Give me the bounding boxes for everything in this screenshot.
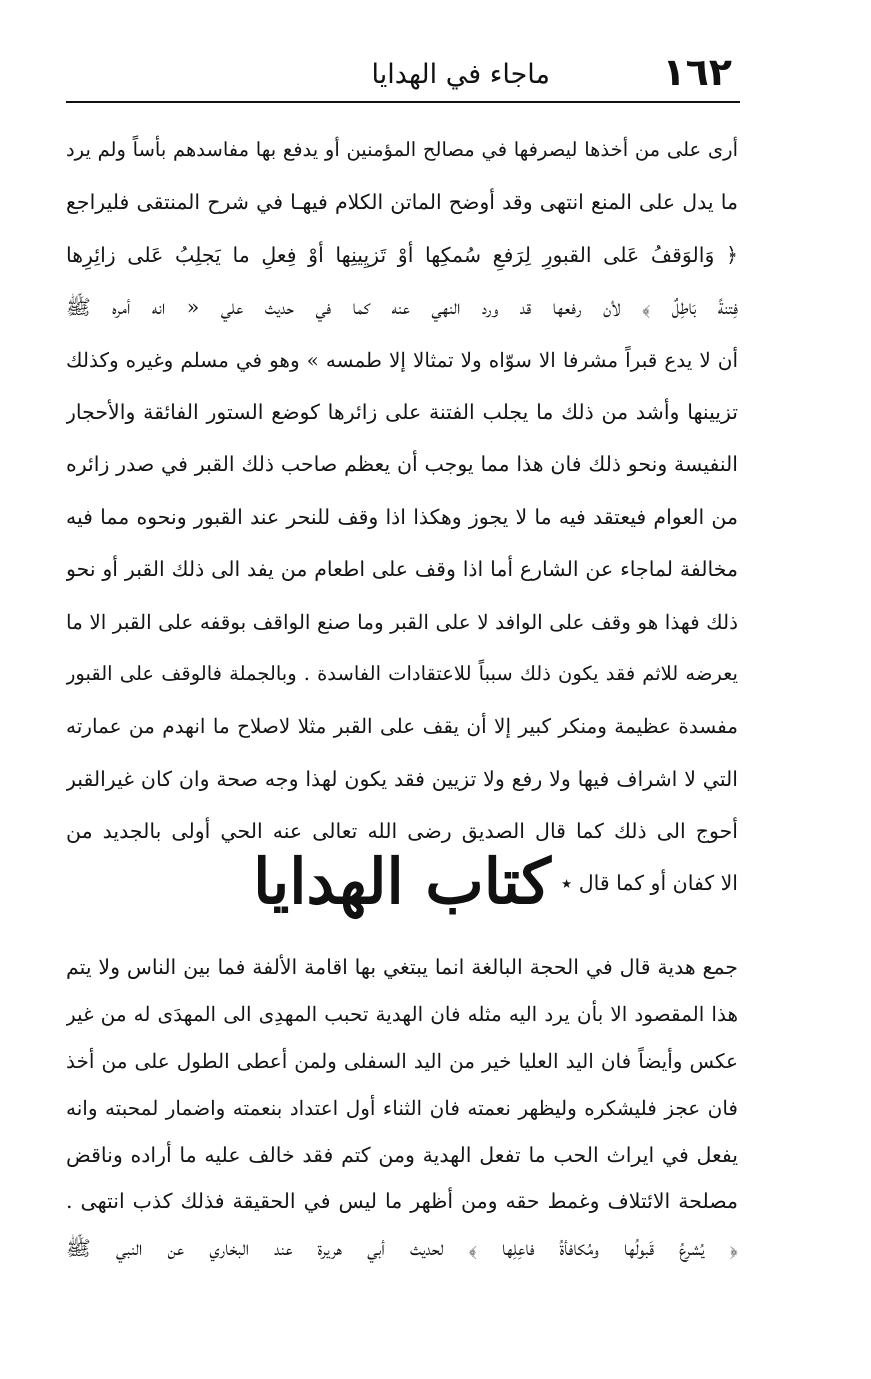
text-line: تزيينها وأشد من ذلك ما يجلب الفتنة على زائرها كوضع الستور الفائقة والأحجار bbox=[66, 399, 738, 424]
text-line: من العوام فيعتقد فيه ما لا يجوز وهكذا اذا وقف للنحر عند القبور ونحوه مما فيه bbox=[66, 504, 738, 529]
header-rule bbox=[66, 101, 740, 103]
text-line: التي لا اشراف فيها ولا رفع ولا تزيين فقد يكون لهذا وجه صحة وان كان غيرالقبر bbox=[66, 766, 738, 791]
text-line: ﴿ وَالوَقفُ عَلى القبورِ لِرَفعِ سُمكِها أوْ تَزيِينِها أوْ فِعلِ ما يَجلِبُ عَلى زائِرِها bbox=[66, 242, 738, 267]
text-line: ما يدل على المنع انتهى وقد أوضح الماتن الكلام فيهـا في شرح المنتقى فليراجع bbox=[66, 190, 738, 215]
page-header bbox=[66, 52, 738, 100]
text-line: هذا المقصود الا بأن يرد اليه مثله فان الهدية تحبب المهدِى الى المهدَى له من غير bbox=[66, 1001, 738, 1026]
running-head: ماجاء في الهدايا bbox=[371, 59, 550, 90]
section-2-text bbox=[66, 944, 738, 1272]
text-line: مفسدة عظيمة ومنكر كبير إلا أن يقف على القبر مثلا لاصلاح ما انهدم من عمارته bbox=[66, 714, 738, 739]
text-line: جمع هدية قال في الحجة البالغة انما يبتغي بها اقامة الألفة فما بين الناس ولا يتم bbox=[66, 955, 738, 979]
chapter-title: كتاب الهدايا bbox=[253, 845, 551, 918]
text-line: النفيسة ونحو ذلك فان هذا مما يوجب أن يعظم صاحب ذلك القبر في صدر زائره bbox=[66, 452, 738, 477]
text-line: يفعل في ايراث الحب ما تفعل الهدية ومن كتم فقد خالف عليه ما أراده وناقض bbox=[66, 1142, 738, 1167]
text-line: أحوج الى ذلك كما قال الصديق رضى الله تعالى عنه الحي أولى بالجديد من bbox=[66, 819, 738, 844]
page-number: ١٦٢ bbox=[662, 50, 732, 94]
text-line: أرى على من أخذها ليصرفها في مصالح المؤمنين أو يدفع بها مفاسدهم بأساً ولم يرد bbox=[66, 138, 738, 161]
section-1-text bbox=[66, 124, 738, 910]
text-line: مصلحة الائتلاف وغمط حقه ومن أظهر ما ليس في الحقيقة فذلك كذب انتهى . bbox=[66, 1189, 738, 1214]
text-line: عكس وأيضاً فان اليد العليا خير من اليد السفلى ولمن أعطى الطول على من أخذ bbox=[66, 1048, 738, 1073]
text-line: فان عجز فليشكره وليظهر نعمته فان الثناء أول اعتداد بنعمته واضمار لمحبته وانه bbox=[66, 1095, 738, 1120]
text-line: مخالفة لماجاء عن الشارع أما اذا وقف على اطعام من يفد الى ذلك القبر أو نحو bbox=[66, 557, 738, 582]
text-line: ذلك فهذا هو وقف على الوافد لا على القبر وما صنع الواقف بوقفه على القبر الا ما bbox=[66, 609, 738, 634]
text-line: الا كفان أو كما قال ٭ bbox=[561, 871, 738, 896]
text-line: ﴿ يُشرعُ قَبولُها ومُكافأةُ فاعِلِها ﴾ لحديث أبي هريرة عند البخاري عن النبي ﷺ bbox=[66, 1236, 738, 1261]
text-line: فِتنةً بَاطِلٌ ﴾ لأن رفعها قد ورد النهي عنه كما في حديث علي « انه أمره ﷺ bbox=[66, 295, 738, 320]
text-line: أن لا يدع قبراً مشرفا الا سوّاه ولا تمثالا إلا طمسه » وهو في مسلم وغيره وكذلك bbox=[66, 347, 738, 372]
text-line: يعرضه للاثم فقد يكون ذلك سبباً للاعتقادات الفاسدة . وبالجملة فالوقف على القبور bbox=[66, 661, 738, 685]
